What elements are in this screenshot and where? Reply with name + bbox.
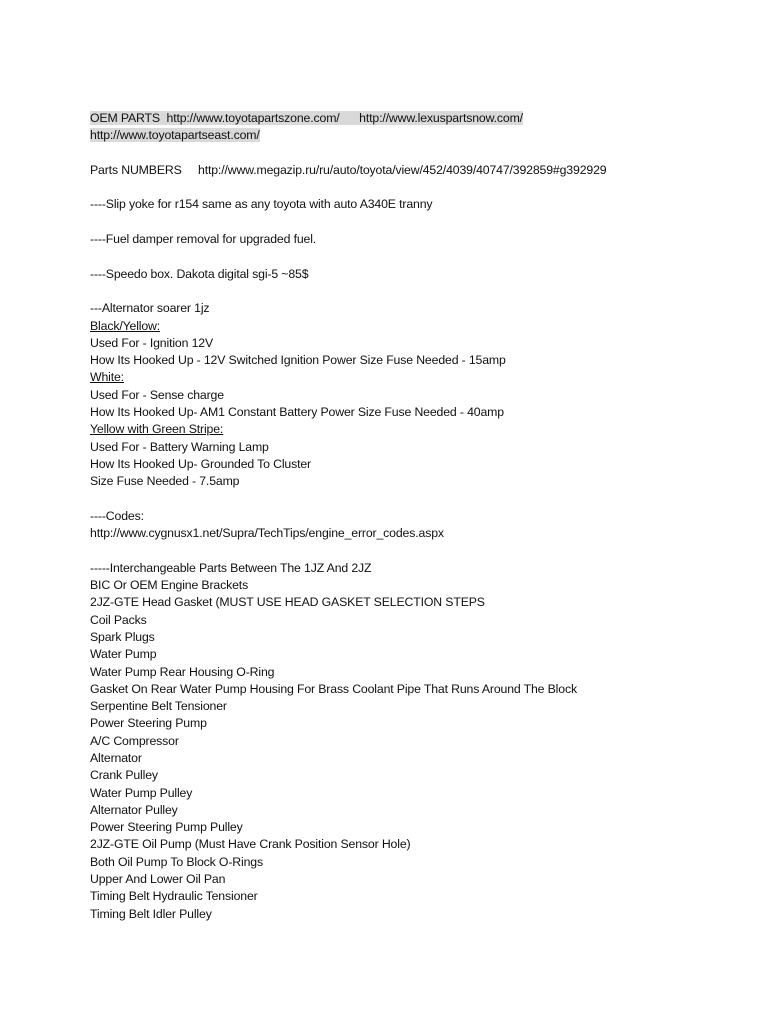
alternator-white-used: Used For - Sense charge: [90, 387, 224, 402]
alternator-white-heading: White:: [90, 370, 124, 385]
interchangeable-item: Coil Packs: [90, 612, 147, 627]
interchangeable-item: Alternator Pulley: [90, 802, 178, 817]
interchangeable-item: A/C Compressor: [90, 733, 179, 748]
note-slip-yoke: ----Slip yoke for r154 same as any toyota with auto A340E tranny: [90, 197, 433, 212]
spacer: [90, 248, 730, 265]
oem-parts-line: [90, 110, 730, 127]
oem-parts-highlight: [90, 111, 523, 125]
interchangeable-item: Serpentine Belt Tensioner: [90, 699, 227, 714]
spacer: [90, 491, 730, 508]
interchangeable-item: Timing Belt Hydraulic Tensioner: [90, 889, 258, 904]
interchangeable-title: -----Interchangeable Parts Between The 1JZ And 2JZ: [90, 560, 372, 575]
oem-link-lexuspartsnow[interactable]: http://www.lexuspartsnow.com/: [359, 111, 523, 125]
interchangeable-item: Power Steering Pump: [90, 716, 207, 731]
alternator-white-hooked: How Its Hooked Up- AM1 Constant Battery Power Size Fuse Needed - 40amp: [90, 405, 504, 420]
oem-parts-line-2: [90, 127, 730, 144]
document-body: [90, 110, 730, 923]
alternator-yellow-green-used: Used For - Battery Warning Lamp: [90, 439, 269, 454]
codes-link[interactable]: http://www.cygnusx1.net/Supra/TechTips/engine_error_codes.aspx: [90, 526, 444, 541]
codes-title: ----Codes:: [90, 508, 144, 523]
alternator-yellow-green-heading: Yellow with Green Stripe:: [90, 422, 224, 437]
interchangeable-item: 2JZ-GTE Head Gasket (MUST USE HEAD GASKET SELECTION STEPS: [90, 595, 485, 610]
alternator-black-yellow-hooked: How Its Hooked Up - 12V Switched Ignition Power Size Fuse Needed - 15amp: [90, 353, 506, 368]
interchangeable-item: Crank Pulley: [90, 768, 158, 783]
interchangeable-item: Alternator: [90, 750, 142, 765]
interchangeable-item: Power Steering Pump Pulley: [90, 820, 243, 835]
spacer: [90, 145, 730, 162]
oem-link-toyotapartseast[interactable]: http://www.toyotapartseast.com/: [90, 128, 260, 143]
parts-numbers-label: Parts NUMBERS: [90, 162, 182, 177]
interchangeable-item: BIC Or OEM Engine Brackets: [90, 578, 249, 593]
interchangeable-item: Water Pump: [90, 647, 157, 662]
alternator-black-yellow-heading: Black/Yellow:: [90, 318, 161, 333]
interchangeable-item: Water Pump Pulley: [90, 785, 193, 800]
spacer: [90, 283, 730, 300]
alternator-yellow-green-fuse: Size Fuse Needed - 7.5amp: [90, 474, 240, 489]
alternator-black-yellow-used: Used For - Ignition 12V: [90, 335, 213, 350]
interchangeable-item: 2JZ-GTE Oil Pump (Must Have Crank Position Sensor Hole): [90, 837, 411, 852]
interchangeable-item: Timing Belt Idler Pulley: [90, 906, 212, 921]
note-speedo-box: ----Speedo box. Dakota digital sgi-5 ~85$: [90, 266, 309, 281]
oem-link-toyotapartszone[interactable]: http://www.toyotapartszone.com/: [166, 111, 340, 125]
interchangeable-item: Spark Plugs: [90, 629, 155, 644]
interchangeable-item: Gasket On Rear Water Pump Housing For Brass Coolant Pipe That Runs Around The Block: [90, 681, 577, 696]
alternator-yellow-green-hooked: How Its Hooked Up- Grounded To Cluster: [90, 456, 311, 471]
interchangeable-item: Upper And Lower Oil Pan: [90, 872, 226, 887]
parts-numbers-link[interactable]: http://www.megazip.ru/ru/auto/toyota/view/452/4039/40747/392859#g392929: [198, 162, 607, 177]
oem-parts-label: OEM PARTS: [90, 111, 160, 125]
spacer: [90, 542, 730, 559]
spacer: [90, 214, 730, 231]
interchangeable-item: Both Oil Pump To Block O-Rings: [90, 854, 263, 869]
spacer: [90, 179, 730, 196]
interchangeable-item: Water Pump Rear Housing O-Ring: [90, 664, 275, 679]
note-fuel-damper: ----Fuel damper removal for upgraded fuel.: [90, 232, 317, 247]
parts-numbers-line: [90, 162, 730, 179]
alternator-title: ---Alternator soarer 1jz: [90, 301, 210, 316]
